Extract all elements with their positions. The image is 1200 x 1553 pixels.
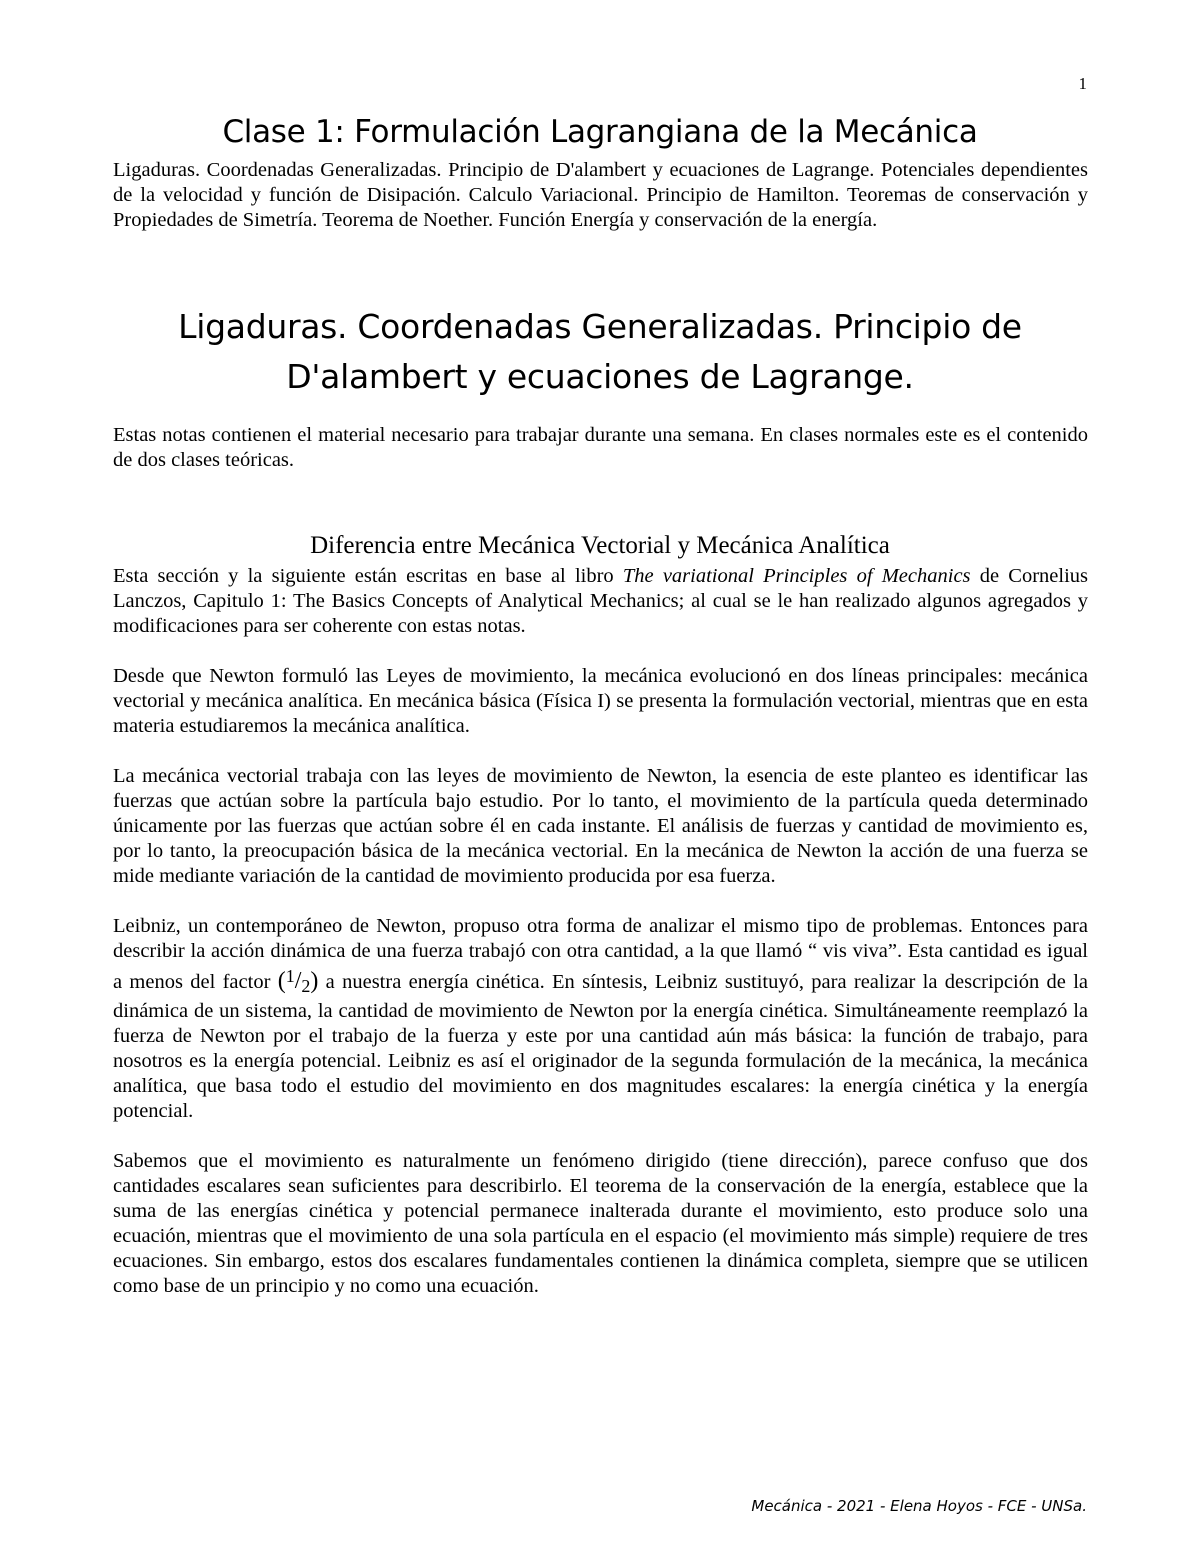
section-title-line-2: D'alambert y ecuaciones de Lagrange.: [286, 357, 914, 396]
page-title: Clase 1: Formulación Lagrangiana de la Mecánica: [222, 114, 978, 150]
paragraph-leibniz-text-start: Leibniz, un contemporáneo de Newton, propuso otra forma de analizar el mismo tipo de problemas. Entonces para describir la acción dinámica de una fuerza trabajó con otra cantidad, a la que llamó “ vis viva”. Esta cantidad es igual a menos del factor: [113, 915, 1088, 993]
section-title-line-1: Ligaduras. Coordenadas Generalizadas. Principio de: [178, 307, 1022, 346]
page-footer: Mecánica - 2021 - Elena Hoyos - FCE - UNSa.: [751, 1497, 1087, 1515]
paragraph-sources-text-end: de Cornelius Lanczos, Capitulo 1: The Basics Concepts of Analytical Mechanics; al cual se le han realizado algunos agregados y modificaciones para ser coherente con estas notas.: [113, 565, 1088, 637]
paragraph-sources: [113, 564, 1088, 639]
section-title: [0, 302, 1200, 402]
paragraph-leibniz: [113, 914, 1088, 1124]
book-title: The variational Principles of Mechanics: [622, 565, 971, 587]
summary-paragraph: Ligaduras. Coordenadas Generalizadas. Principio de D'alambert y ecuaciones de Lagrange. Potenciales dependientes de la velocidad y función de Disipación. Calculo Variacional. Principio de Hamilton. Teoremas de conservación y Propiedades de Simetría. Teorema de Noether. Función Energía y conservación de la energía.: [113, 159, 1088, 231]
paragraph-scalars: Sabemos que el movimiento es naturalmente un fenómeno dirigido (tiene dirección), parece confuso que dos cantidades escalares sean suficientes para describirlo. El teorema de la conservación de la energía, establece que la suma de las energías cinética y potencial permanece inalterada durante el movimiento, esto produce solo una ecuación, mientras que el movimiento de una sola partícula en el espacio (el movimiento más simple) requiere de tres ecuaciones. Sin embargo, estos dos escalares fundamentales contienen la dinámica completa, siempre que se utilicen como base de un principio y no como una ecuación.: [113, 1150, 1088, 1297]
paragraph-vectorial: La mecánica vectorial trabaja con las leyes de movimiento de Newton, la esencia de este planteo es identificar las fuerzas que actúan sobre la partícula bajo estudio. Por lo tanto, el movimiento de la partícula queda determinado únicamente por las fuerzas que actúan sobre él en cada instante. El análisis de fuerzas y cantidad de movimiento es, por lo tanto, la preocupación básica de la mecánica vectorial. En la mecánica de Newton la acción de una fuerza se mide mediante variación de la cantidad de movimiento producida por esa fuerza.: [113, 765, 1088, 887]
paragraph-leibniz-text-end: a nuestra energía cinética. En síntesis, Leibniz sustituyó, para realizar la descripción de la dinámica de un sistema, la cantidad de movimiento de Newton por la energía cinética. Simultáneamente reemplazó la fuerza de Newton por el trabajo de la fuerza y este por una cantidad aún más básica: la función de trabajo, para nosotros es la energía potencial. Leibniz es así el originador de la segunda formulación de la mecánica, la mecánica analítica, que basa todo el estudio del movimiento en dos magnitudes escalares: la energía cinética y la energía potencial.: [113, 971, 1088, 1122]
intro-paragraph: Estas notas contienen el material necesario para trabajar durante una semana. En clases normales este es el contenido de dos clases teóricas.: [113, 424, 1088, 471]
subsection-heading: Diferencia entre Mecánica Vectorial y Mecánica Analítica: [310, 532, 890, 559]
page-number: 1: [1078, 74, 1087, 93]
fraction-one-half: [278, 968, 319, 994]
intro-block: [113, 423, 1088, 473]
fraction-denominator: 2: [301, 976, 311, 996]
paragraph-newton: Desde que Newton formuló las Leyes de movimiento, la mecánica evolucionó en dos líneas principales: mecánica vectorial y mecánica analítica. En mecánica básica (Física I) se presenta la formulación vectorial, mientras que en esta materia estudiaremos la mecánica analítica.: [113, 665, 1088, 737]
fraction-close-paren: ): [310, 968, 319, 994]
fraction-open-paren: (: [277, 968, 286, 994]
fraction-slash: /: [294, 968, 302, 994]
body-text: [113, 564, 1088, 1299]
summary-block: [113, 158, 1088, 233]
fraction-numerator: 1: [285, 966, 295, 986]
paragraph-sources-text-start: Esta sección y la siguiente están escritas en base al libro: [113, 565, 623, 587]
